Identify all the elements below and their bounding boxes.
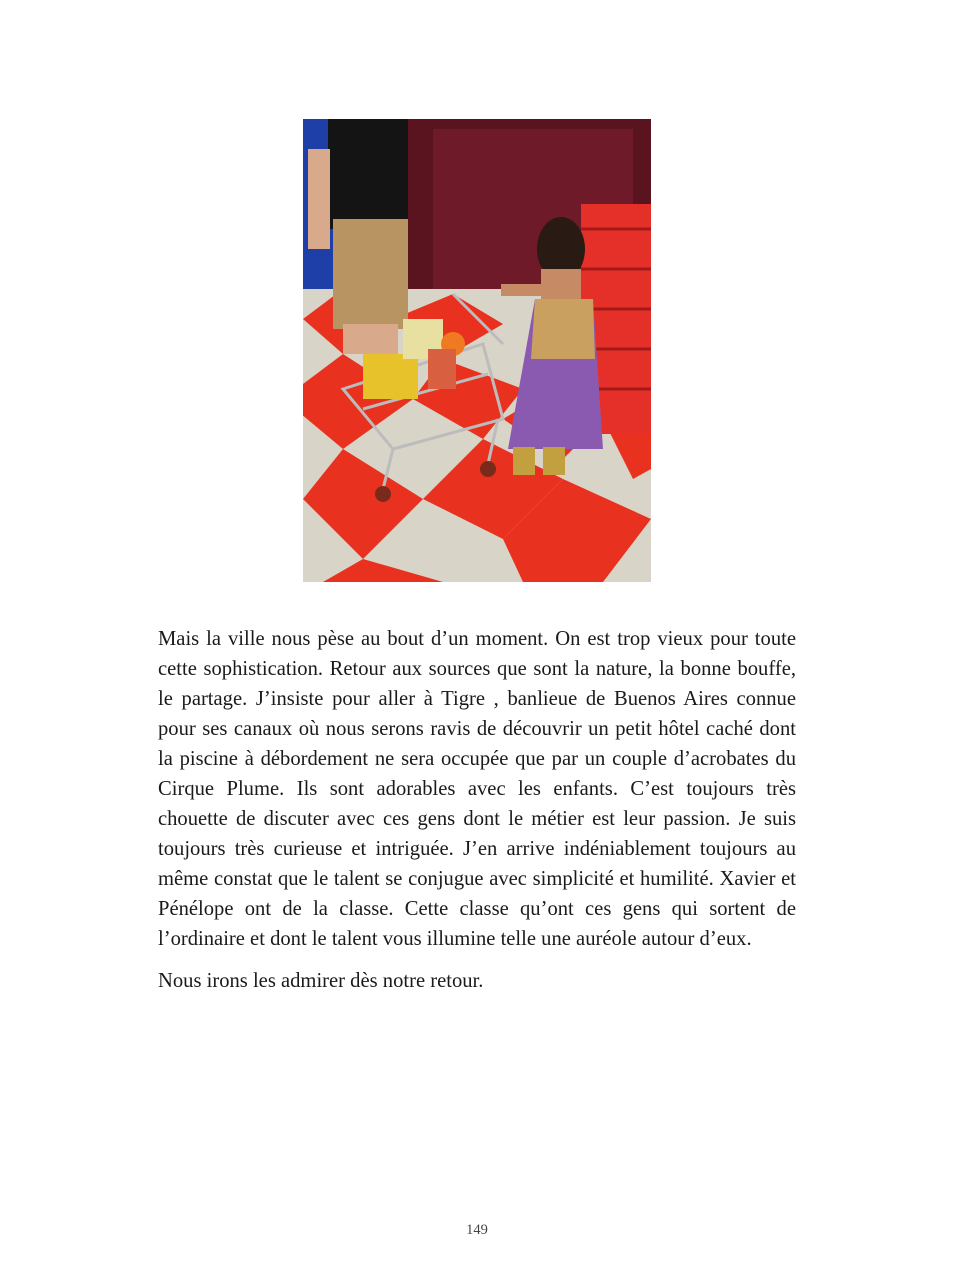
- photo-child-shopping-cart: [303, 119, 651, 582]
- body-text: [158, 624, 796, 996]
- cart-wheel: [480, 461, 496, 477]
- cart-wheel: [375, 486, 391, 502]
- paragraph: Nous irons les admirer dès notre retour.: [158, 970, 484, 992]
- page-number: 149: [466, 1222, 488, 1238]
- paragraph: Mais la ville nous pèse au bout d’un moment. On est trop vieux pour toute cette sophistication. Retour aux sources que sont la nature, la bonne bouffe, le partage. J’insiste pour aller à Tigre , banlieue de Buenos Aires connue pour ses canaux où nous serons ravis de découvrir un petit hôtel caché dont la piscine à débordement ne sera occupée que par un couple d’acrobates du Cirque Plume. Ils sont adorables avec les enfants. C’est toujours très chouette de discuter avec ces gens dont le métier est leur passion. Je suis toujours très curieuse et intriguée. J’en arrive indéniablement toujours au même constat que le talent se conjugue avec simplicité et humilité. Xavier et Pénélope ont de la classe. Cette classe qu’ont ces gens qui sortent de l’ordinaire et dont le talent vous illumine telle une auréole autour d’eux.: [158, 628, 796, 950]
- photo-illustration: [303, 119, 651, 582]
